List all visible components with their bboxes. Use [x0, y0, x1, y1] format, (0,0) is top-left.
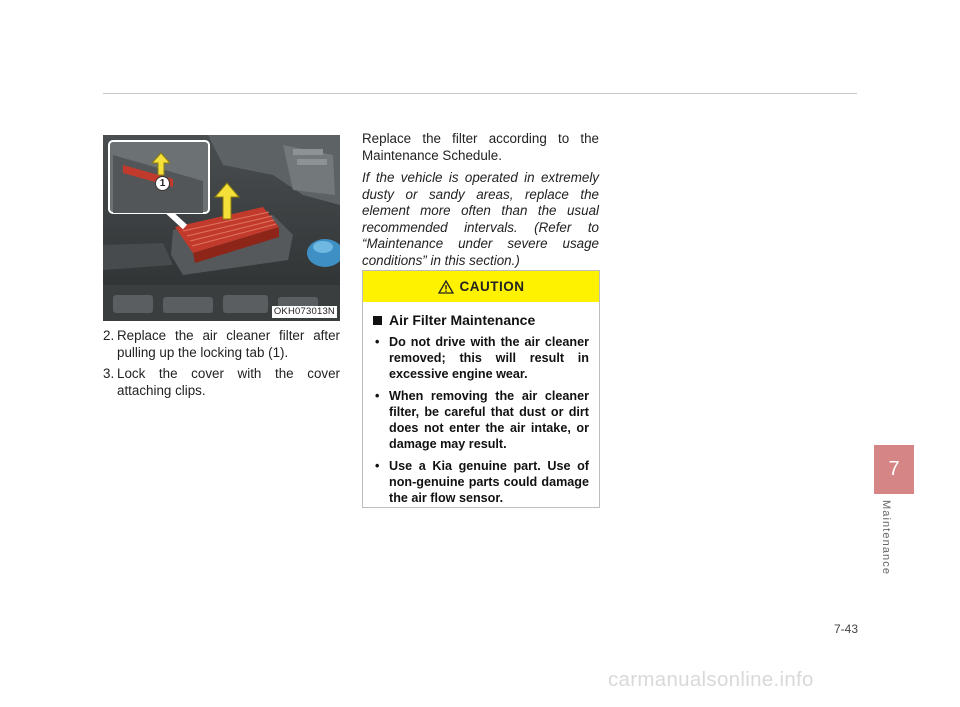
caution-bullet: [373, 458, 589, 506]
caution-bullets: [373, 334, 589, 506]
caution-box: [362, 270, 600, 508]
bullet-dot-icon: •: [375, 389, 380, 403]
caution-bullet: [373, 334, 589, 382]
callout-marker: 1: [155, 176, 170, 191]
photo-code: OKH073013N: [273, 306, 335, 317]
step-number: 2.: [103, 328, 115, 343]
caution-bullet-text: When removing the air cleaner filter, be careful that dust or dirt does not enter the air intake, or damage may result.: [389, 389, 589, 451]
chapter-label-text: Maintenance: [880, 500, 892, 576]
step-item: [103, 327, 340, 361]
engine-bay-illustration: [103, 135, 340, 321]
top-rule: [103, 93, 857, 94]
chapter-tab: [874, 445, 914, 494]
caution-title-text: Air Filter Maintenance: [389, 312, 536, 328]
chapter-number: 7: [888, 458, 900, 480]
caution-bullet: [373, 388, 589, 452]
step-text: Lock the cover with the cover attaching clips.: [117, 366, 340, 398]
warning-triangle-icon: [438, 280, 454, 294]
step-text: Replace the air cleaner filter after pulling up the locking tab (1).: [117, 328, 340, 360]
steps-list: [103, 327, 340, 403]
caution-title: [373, 312, 589, 328]
filter-instructions: [362, 131, 599, 275]
caution-bullet-text: Do not drive with the air cleaner removed; this will result in excessive engine wear.: [389, 335, 589, 381]
chapter-label: [878, 500, 894, 584]
severe-usage-note: If the vehicle is operated in extremely dusty or sandy areas, replace the element more often than the usual recommended intervals. (Refer to “Maintenance under severe usage conditions” in this section.): [362, 170, 599, 268]
caution-header-label: CAUTION: [459, 279, 525, 294]
bullet-dot-icon: •: [375, 459, 380, 473]
caution-bullet-text: Use a Kia genuine part. Use of non-genuine parts could damage the air flow sensor.: [389, 459, 589, 505]
step-item: [103, 365, 340, 399]
watermark: carmanualsonline.info: [608, 668, 814, 691]
step-number: 3.: [103, 366, 115, 381]
page-number: 7-43: [833, 622, 858, 636]
air-filter-photo: [103, 135, 340, 321]
schedule-paragraph: Replace the filter according to the Maintenance Schedule.: [362, 131, 599, 163]
square-bullet-icon: [373, 316, 382, 325]
bullet-dot-icon: •: [375, 335, 380, 349]
caution-header: [363, 271, 599, 302]
